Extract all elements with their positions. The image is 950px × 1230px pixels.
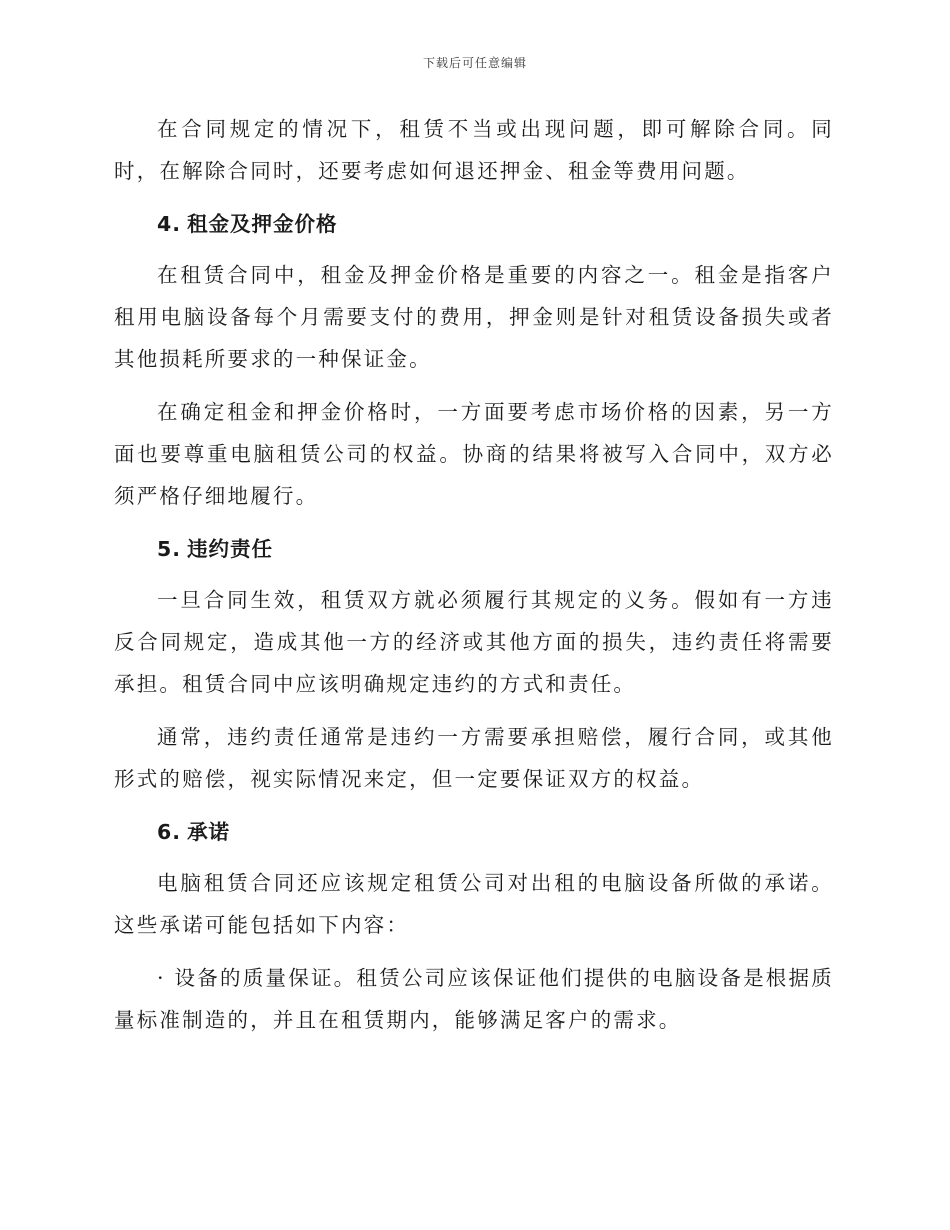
section-title: 租金及押金价格 xyxy=(187,212,338,236)
paragraph-quality-guarantee: · 设备的质量保证。租赁公司应该保证他们提供的电脑设备是根据质量标准制造的，并且在租赁期内，能够满足客户的需求。 xyxy=(114,966,834,1032)
section-number: 4. xyxy=(157,212,182,236)
paragraph-termination: 在合同规定的情况下，租赁不当或出现问题，即可解除合同。同时，在解除合同时，还要考虑如何退还押金、租金等费用问题。 xyxy=(114,117,834,183)
paragraph-liability-compensation: 通常，违约责任通常是违约一方需要承担赔偿，履行合同，或其他形式的赔偿，视实际情况来定，但一定要保证双方的权益。 xyxy=(114,725,834,791)
section-heading-rent-deposit xyxy=(157,203,834,245)
section-title: 违约责任 xyxy=(187,537,274,561)
paragraph-liability-obligations: 一旦合同生效，租赁双方就必须履行其规定的义务。假如有一方违反合同规定，造成其他一方的经济或其他方面的损失，违约责任将需要承担。租赁合同中应该明确规定违约的方式和责任。 xyxy=(114,588,834,696)
paragraph-rent-pricing: 在确定租金和押金价格时，一方面要考虑市场价格的因素，另一方面也要尊重电脑租赁公司的权益。协商的结果将被写入合同中，双方必须严格仔细地履行。 xyxy=(114,400,834,508)
section-heading-liability xyxy=(157,528,834,570)
section-title: 承诺 xyxy=(187,820,231,844)
paragraph-commitment-intro: 电脑租赁合同还应该规定租赁公司对出租的电脑设备所做的承诺。这些承诺可能包括如下内容： xyxy=(114,871,834,937)
section-heading-commitment xyxy=(157,811,834,853)
document-body xyxy=(114,108,834,1052)
section-number: 6. xyxy=(157,820,182,844)
page-header: 下载后可任意编辑 xyxy=(422,56,527,70)
section-number: 5. xyxy=(157,537,182,561)
paragraph-rent-definition: 在租赁合同中，租金及押金价格是重要的内容之一。租金是指客户租用电脑设备每个月需要支付的费用，押金则是针对租赁设备损失或者其他损耗所要求的一种保证金。 xyxy=(114,263,834,371)
